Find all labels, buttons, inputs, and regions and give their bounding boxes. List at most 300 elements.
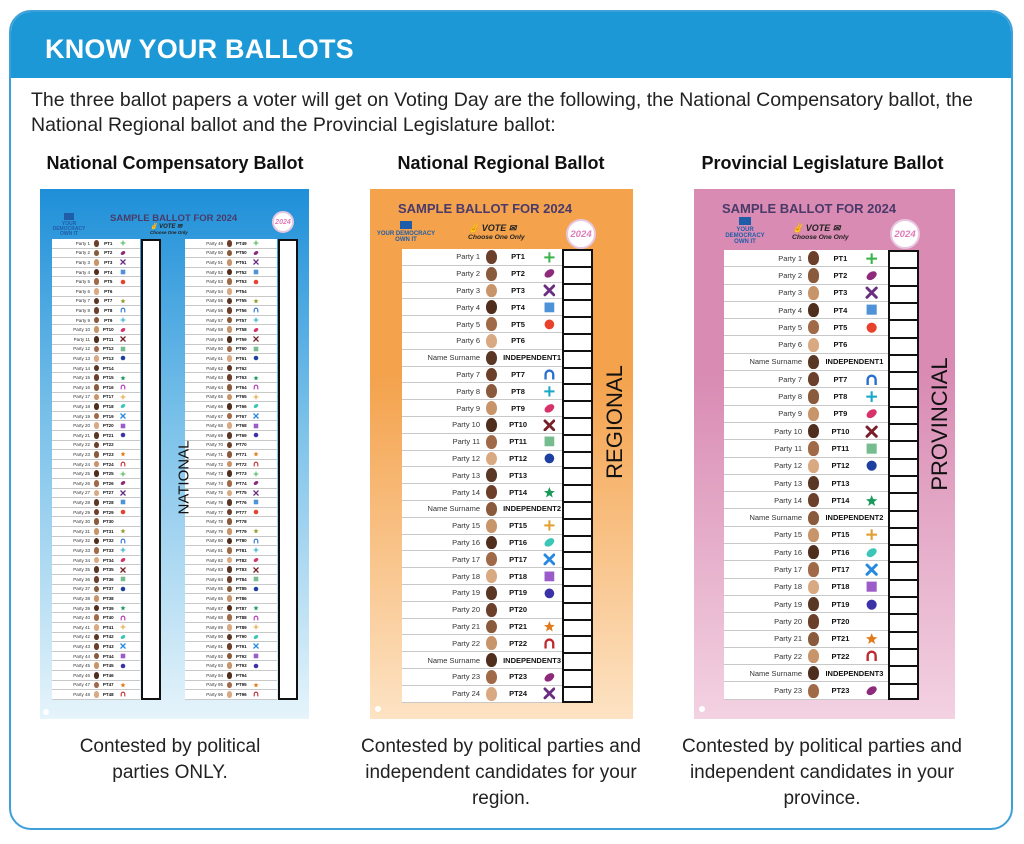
vote-mark-box[interactable]: [890, 440, 917, 442]
party-abbreviation: PT2: [833, 270, 848, 280]
party-name: Party 1: [778, 253, 802, 263]
ballot-rows-left_rows: [52, 239, 140, 700]
party-symbol-icon: [250, 240, 262, 246]
badge-2024: 2024: [272, 211, 294, 233]
provincial-legislature-column: [675, 153, 970, 174]
party-abbreviation: PT12: [831, 461, 850, 471]
party-name: Party 11: [73, 336, 90, 342]
vote-mark-box[interactable]: [564, 535, 591, 537]
vote-mark-box[interactable]: [564, 518, 591, 520]
party-abbreviation: PT45: [102, 663, 114, 669]
vote-mark-box[interactable]: [564, 635, 591, 637]
party-abbreviation: PT18: [831, 582, 850, 592]
candidate-face-icon: [808, 632, 819, 646]
vote-mark-column: [888, 250, 919, 700]
candidate-face-icon: [486, 670, 497, 684]
party-abbreviation: PT9: [511, 403, 525, 413]
party-symbol-icon: [117, 672, 129, 678]
party-symbol-icon: [117, 336, 129, 342]
party-abbreviation: PT8: [833, 392, 848, 402]
party-abbreviation: PT48: [102, 691, 114, 697]
candidate-face-icon: [486, 586, 497, 600]
party-name: Party 10: [774, 426, 802, 436]
party-name: Party 38: [73, 595, 90, 601]
vote-mark-box[interactable]: [564, 451, 591, 453]
party-abbreviation: PT89: [235, 624, 247, 630]
candidate-face-icon: [486, 267, 497, 281]
party-name: Party 79: [206, 528, 223, 534]
vote-mark-box[interactable]: [890, 613, 917, 615]
party-row: [724, 475, 890, 492]
party-name: Party 82: [206, 557, 223, 563]
party-name: Party 65: [206, 394, 223, 400]
party-symbol-icon: [861, 598, 881, 611]
party-symbol-icon: [117, 461, 129, 467]
party-abbreviation: PT13: [831, 478, 850, 488]
candidate-face-icon: [808, 338, 819, 352]
party-abbreviation: PT55: [235, 298, 247, 304]
party-symbol-icon: [250, 471, 262, 477]
party-symbol-icon: [250, 442, 262, 448]
vote-mark-box[interactable]: [564, 434, 591, 436]
party-row: [185, 431, 277, 441]
party-name: Party 19: [774, 599, 802, 609]
party-symbol-icon: [117, 269, 129, 275]
party-name: Party 18: [774, 582, 802, 592]
party-symbol-icon: [539, 452, 559, 465]
candidate-face-icon: [486, 250, 497, 264]
party-name: Party 52: [206, 269, 223, 275]
party-name: Party 14: [73, 365, 90, 371]
party-symbol-icon: [861, 580, 881, 593]
party-row: [185, 681, 277, 691]
vote-mark-box[interactable]: [564, 383, 591, 385]
vote-mark-box[interactable]: [564, 619, 591, 621]
party-symbol-icon: [250, 576, 262, 582]
party-abbreviation: PT6: [104, 288, 113, 294]
party-abbreviation: PT63: [235, 375, 247, 381]
party-name: Party 75: [206, 490, 223, 496]
independent-row: [724, 665, 890, 682]
vote-mark-box[interactable]: [890, 665, 917, 667]
party-abbreviation: PT47: [102, 682, 114, 688]
party-row: [52, 613, 140, 623]
party-row: [52, 412, 140, 422]
party-row: [185, 652, 277, 662]
party-symbol-icon: [117, 567, 129, 573]
vote-mark-box[interactable]: [564, 585, 591, 587]
party-name: Party 70: [206, 442, 223, 448]
party-row: [402, 669, 564, 686]
party-name: Party 88: [206, 615, 223, 621]
vote-subtext: Choose One Only: [792, 234, 849, 241]
party-row: [185, 508, 277, 518]
party-name: Name Surname: [427, 353, 480, 363]
party-name: Party 67: [206, 413, 223, 419]
party-symbol-icon: [861, 407, 881, 420]
party-name: Party 40: [73, 615, 90, 621]
party-row: [185, 306, 277, 316]
party-abbreviation: PT14: [102, 365, 114, 371]
candidate-face-icon: [486, 351, 497, 365]
party-symbol-icon: [250, 384, 262, 390]
party-symbol-icon: [250, 557, 262, 563]
vote-mark-box[interactable]: [890, 527, 917, 529]
party-abbreviation: PT1: [833, 253, 848, 263]
party-row: [52, 565, 140, 575]
vote-mark-box[interactable]: [564, 367, 591, 369]
party-name: Party 9: [456, 403, 480, 413]
candidate-face-icon: [808, 511, 819, 525]
party-symbol-icon: [861, 649, 881, 662]
vote-mark-box[interactable]: [890, 285, 917, 287]
party-abbreviation: PT8: [104, 307, 113, 313]
party-name: Party 55: [206, 298, 223, 304]
party-symbol-icon: [861, 373, 881, 386]
party-row: [402, 686, 564, 703]
party-symbol-icon: [117, 499, 129, 505]
party-row: [185, 489, 277, 499]
party-symbol-icon: [117, 279, 129, 285]
candidate-face-icon: [808, 268, 819, 282]
candidate-face-icon: [808, 684, 819, 698]
candidate-face-icon: [486, 502, 497, 516]
vote-mark-box[interactable]: [564, 316, 591, 318]
party-symbol-icon: [861, 563, 881, 576]
party-row: [402, 535, 564, 552]
vote-mark-box[interactable]: [564, 484, 591, 486]
party-abbreviation: PT84: [235, 576, 247, 582]
party-symbol-icon: [117, 663, 129, 669]
party-name: Party 49: [206, 240, 223, 246]
party-name: Party 26: [73, 480, 90, 486]
vote-mark-box[interactable]: [564, 686, 591, 688]
vote-mark-box[interactable]: [890, 458, 917, 460]
party-abbreviation: PT26: [102, 480, 114, 486]
vote-mark-box[interactable]: [564, 299, 591, 301]
party-abbreviation: PT91: [235, 643, 247, 649]
party-abbreviation: PT19: [831, 599, 850, 609]
party-symbol-icon: [117, 557, 129, 563]
party-symbol-icon: [861, 459, 881, 472]
party-name: Party 13: [452, 470, 480, 480]
vote-mark-box[interactable]: [890, 406, 917, 408]
party-symbol-icon: [539, 486, 559, 499]
party-abbreviation: PT58: [235, 327, 247, 333]
party-name: Party 61: [206, 355, 223, 361]
party-symbol-icon: [117, 480, 129, 486]
vote-mark-box[interactable]: [564, 652, 591, 654]
party-row: [52, 335, 140, 345]
party-row: [52, 661, 140, 671]
party-row: [402, 484, 564, 501]
party-abbreviation: INDEPENDENT3: [503, 655, 561, 665]
candidate-face-icon: [486, 536, 497, 550]
party-symbol-icon: [539, 435, 559, 448]
party-symbol-icon: [250, 327, 262, 333]
party-row: [52, 364, 140, 374]
vote-mark-box[interactable]: [890, 423, 917, 425]
party-name: Party 35: [73, 567, 90, 573]
party-name: Party 46: [73, 672, 90, 678]
vote-mark-box[interactable]: [890, 319, 917, 321]
page-title: KNOW YOUR BALLOTS: [11, 12, 1011, 78]
party-abbreviation: PT66: [235, 403, 247, 409]
party-name: Party 12: [73, 346, 90, 352]
party-abbreviation: PT19: [102, 413, 114, 419]
party-name: Party 48: [73, 691, 90, 697]
vote-mark-box[interactable]: [564, 266, 591, 268]
party-name: Party 93: [206, 663, 223, 669]
vote-mark-box[interactable]: [564, 501, 591, 503]
candidate-face-icon: [486, 485, 497, 499]
party-symbol-icon: [539, 318, 559, 331]
party-name: Party 60: [206, 346, 223, 352]
vote-mark-box[interactable]: [890, 371, 917, 373]
candidate-face-icon: [808, 562, 819, 576]
party-symbol-icon: [250, 490, 262, 496]
candidate-face-icon: [808, 424, 819, 438]
party-name: Party 54: [206, 288, 223, 294]
party-row: [185, 623, 277, 633]
party-abbreviation: PT36: [102, 576, 114, 582]
party-symbol-icon: [861, 476, 881, 489]
party-row: [402, 619, 564, 636]
party-row: [402, 249, 564, 266]
party-symbol-icon: [117, 538, 129, 544]
party-row: [52, 594, 140, 604]
party-symbol-icon: [117, 605, 129, 611]
party-row: [52, 537, 140, 547]
vote-mark-box[interactable]: [890, 267, 917, 269]
party-symbol-icon: [861, 494, 881, 507]
vote-mark-box[interactable]: [564, 602, 591, 604]
party-symbol-icon: [117, 490, 129, 496]
party-symbol-icon: [250, 461, 262, 467]
party-row: [52, 287, 140, 297]
party-name: Name Surname: [749, 357, 802, 367]
party-name: Party 7: [75, 298, 90, 304]
party-symbol-icon: [117, 423, 129, 429]
party-row: [402, 266, 564, 283]
party-row: [185, 565, 277, 575]
party-abbreviation: PT16: [102, 384, 114, 390]
party-name: Party 71: [206, 451, 223, 457]
party-symbol-icon: [117, 432, 129, 438]
vote-mark-box[interactable]: [890, 337, 917, 339]
party-abbreviation: PT90: [235, 634, 247, 640]
party-abbreviation: PT15: [831, 530, 850, 540]
party-row: [52, 249, 140, 259]
party-abbreviation: PT22: [509, 638, 527, 648]
party-name: Party 84: [206, 576, 223, 582]
party-name: Party 18: [73, 403, 90, 409]
party-name: Party 30: [73, 519, 90, 525]
party-name: Party 16: [73, 384, 90, 390]
candidate-face-icon: [486, 620, 497, 634]
candidate-face-icon: [808, 528, 819, 542]
vote-mark-box[interactable]: [890, 354, 917, 356]
party-symbol-icon: [861, 632, 881, 645]
party-abbreviation: PT57: [235, 317, 247, 323]
vote-mark-box[interactable]: [564, 350, 591, 352]
party-row: [402, 568, 564, 585]
party-name: Party 66: [206, 403, 223, 409]
vote-mark-box[interactable]: [890, 648, 917, 650]
party-row: [402, 602, 564, 619]
party-name: Party 59: [206, 336, 223, 342]
party-row: [185, 393, 277, 403]
vote-mark-box[interactable]: [890, 492, 917, 494]
vote-mark-box[interactable]: [564, 283, 591, 285]
vote-mark-box[interactable]: [890, 302, 917, 304]
ballot-rows-right_rows: [185, 239, 277, 700]
vote-mark-box[interactable]: [890, 475, 917, 477]
party-name: Party 32: [73, 538, 90, 544]
party-row: [185, 258, 277, 268]
vote-mark-box[interactable]: [564, 551, 591, 553]
party-name: Party 68: [206, 423, 223, 429]
candidate-face-icon: [808, 320, 819, 334]
party-symbol-icon: [250, 403, 262, 409]
party-name: Party 73: [206, 471, 223, 477]
party-abbreviation: PT61: [235, 355, 247, 361]
candidate-face-icon: [808, 545, 819, 559]
party-symbol-icon: [117, 375, 129, 381]
vote-mark-box[interactable]: [890, 579, 917, 581]
party-abbreviation: PT7: [104, 298, 113, 304]
party-abbreviation: PT82: [235, 557, 247, 563]
party-row: [185, 277, 277, 287]
party-abbreviation: INDEPENDENT2: [825, 513, 884, 523]
party-row: [185, 268, 277, 278]
party-symbol-icon: [117, 586, 129, 592]
party-symbol-icon: [250, 605, 262, 611]
candidate-face-icon: [486, 284, 497, 298]
party-abbreviation: PT52: [235, 269, 247, 275]
candidate-face-icon: [486, 418, 497, 432]
party-name: Party 10: [452, 420, 480, 430]
national-regional-title: National Regional Ballot: [397, 153, 605, 173]
party-abbreviation: PT18: [102, 403, 114, 409]
party-symbol-icon: [539, 301, 559, 314]
party-symbol-icon: [250, 663, 262, 669]
party-abbreviation: PT59: [235, 336, 247, 342]
party-symbol-icon: [250, 250, 262, 256]
party-row: [724, 250, 890, 267]
vote-mark-box[interactable]: [890, 388, 917, 390]
iec-logo: [376, 221, 436, 243]
vote-mark-box[interactable]: [564, 417, 591, 419]
national-regional-caption: Contested by political parties and independent candidates for your region.: [361, 736, 641, 809]
party-row: [402, 299, 564, 316]
party-symbol-icon: [539, 587, 559, 600]
candidate-face-icon: [808, 303, 819, 317]
party-symbol-icon: [250, 336, 262, 342]
candidate-face-icon: [486, 653, 497, 667]
party-name: Party 2: [75, 250, 90, 256]
party-symbol-icon: [539, 284, 559, 297]
party-symbol-icon: [539, 536, 559, 549]
party-name: Party 23: [452, 672, 480, 682]
party-name: Party 45: [73, 663, 90, 669]
party-name: Party 95: [206, 682, 223, 688]
party-abbreviation: PT69: [235, 432, 247, 438]
party-row: [52, 585, 140, 595]
party-row: [724, 302, 890, 319]
party-abbreviation: PT93: [235, 663, 247, 669]
party-abbreviation: PT31: [102, 528, 114, 534]
party-row: [402, 333, 564, 350]
vote-mark-box[interactable]: [890, 631, 917, 633]
vote-mark-box[interactable]: [564, 467, 591, 469]
party-name: Party 2: [456, 269, 480, 279]
ballot-rows: [724, 250, 890, 700]
party-name: Party 22: [452, 638, 480, 648]
vote-mark-box[interactable]: [564, 333, 591, 335]
party-row: [52, 642, 140, 652]
party-abbreviation: PT12: [102, 346, 114, 352]
vote-logo: [150, 223, 188, 235]
party-name: Party 80: [206, 538, 223, 544]
party-symbol-icon: [117, 250, 129, 256]
party-name: Party 31: [73, 528, 90, 534]
party-symbol-icon: [861, 338, 881, 351]
party-name: Party 12: [452, 453, 480, 463]
party-symbol-icon: [250, 615, 262, 621]
party-row: [185, 249, 277, 259]
party-name: Party 47: [73, 682, 90, 688]
vote-mark-box[interactable]: [890, 561, 917, 563]
party-abbreviation: PT38: [102, 595, 114, 601]
candidate-face-icon: [808, 251, 819, 265]
vote-mark-box[interactable]: [890, 510, 917, 512]
party-symbol-icon: [117, 547, 129, 553]
party-abbreviation: PT5: [833, 322, 848, 332]
party-symbol-icon: [539, 335, 559, 348]
party-row: [402, 367, 564, 384]
party-name: Party 3: [456, 285, 480, 295]
party-name: Party 25: [73, 471, 90, 477]
party-row: [724, 683, 890, 700]
party-row: [402, 518, 564, 535]
party-abbreviation: PT8: [511, 386, 525, 396]
intro-text: The three ballot papers a voter will get on Voting Day are the following, the National Compensatory ballot, the National Regional ballot and the Provincial Legislature ballot:: [31, 89, 973, 136]
party-symbol-icon: [117, 634, 129, 640]
party-symbol-icon: [250, 394, 262, 400]
party-symbol-icon: [539, 603, 559, 616]
vote-mark-box[interactable]: [890, 596, 917, 598]
vote-mark-box[interactable]: [890, 683, 917, 685]
party-symbol-icon: [250, 547, 262, 553]
party-row: [52, 527, 140, 537]
party-symbol-icon: [250, 317, 262, 323]
punch-hole: [43, 709, 49, 715]
vote-mark-box[interactable]: [564, 400, 591, 402]
national-regional-ballot: [370, 189, 633, 719]
candidate-face-icon: [486, 552, 497, 566]
party-row: [52, 469, 140, 479]
party-name: Party 34: [73, 557, 90, 563]
vote-mark-box[interactable]: [890, 544, 917, 546]
party-name: Party 19: [452, 588, 480, 598]
party-row: [52, 479, 140, 489]
party-row: [52, 489, 140, 499]
party-name: Party 7: [778, 374, 802, 384]
party-row: [52, 556, 140, 566]
vote-mark-box[interactable]: [564, 568, 591, 570]
vote-mark-box[interactable]: [564, 669, 591, 671]
